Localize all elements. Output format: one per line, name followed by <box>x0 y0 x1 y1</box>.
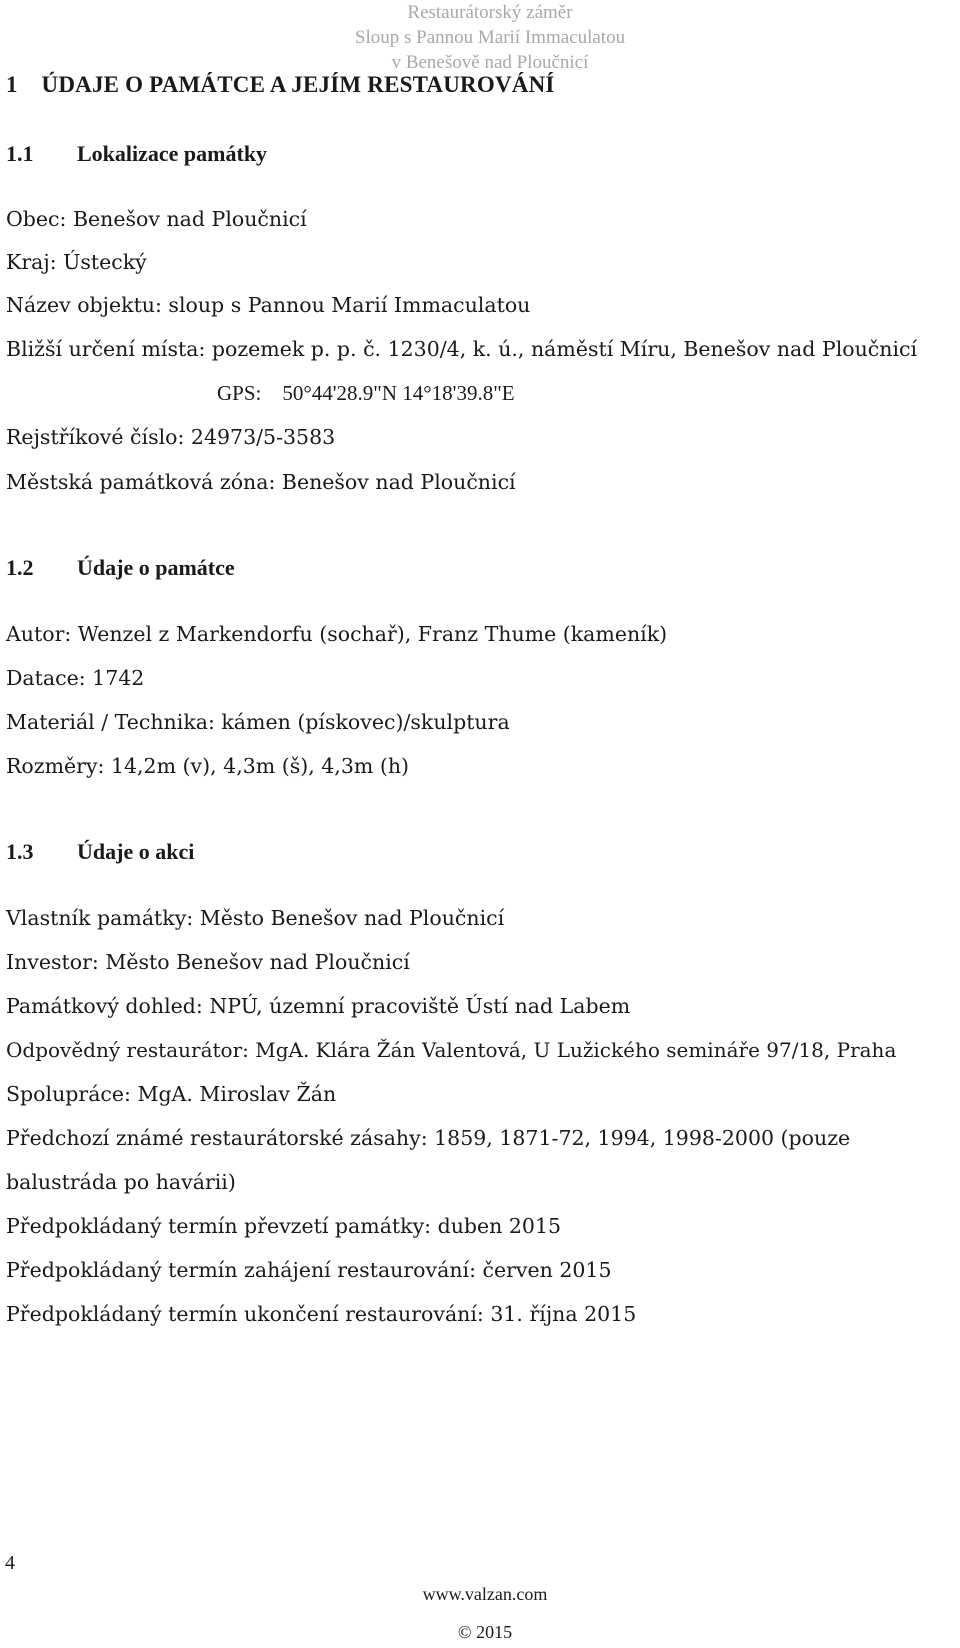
header-location: v Benešově nad Ploučnicí <box>391 52 589 73</box>
running-header <box>0 0 960 75</box>
field-supervision: Památkový dohled: NPÚ, územní pracoviště Ústí nad Labem <box>6 994 631 1018</box>
section-number: 1 <box>6 72 18 97</box>
page-number: 4 <box>5 1552 15 1574</box>
field-region: Kraj: Ústecký <box>6 250 147 274</box>
field-dating: Datace: 1742 <box>6 666 145 690</box>
field-owner: Vlastník památky: Město Benešov nad Ploučnicí <box>6 906 505 930</box>
header-document-type: Restaurátorský záměr <box>407 2 573 23</box>
subsection-title: Údaje o památce <box>77 555 235 580</box>
field-municipality: Obec: Benešov nad Ploučnicí <box>6 207 307 231</box>
field-start-date: Předpokládaný termín zahájení restaurování: červen 2015 <box>6 1258 612 1282</box>
field-registry-number: Rejstříkové číslo: 24973/5-3583 <box>6 425 336 449</box>
gps-value: 50°44'28.9"N 14°18'39.8"E <box>282 381 515 405</box>
header-monument-name: Sloup s Pannou Marií Immaculatou <box>354 27 626 48</box>
subsection-number: 1.1 <box>6 141 34 166</box>
field-end-date: Předpokládaný termín ukončení restaurování: 31. října 2015 <box>6 1302 637 1326</box>
field-material: Materiál / Technika: kámen (pískovec)/skulptura <box>6 710 510 734</box>
subsection-heading-action <box>6 839 194 865</box>
subsection-title: Údaje o akci <box>77 839 195 864</box>
field-cooperation: Spolupráce: MgA. Miroslav Žán <box>6 1082 337 1106</box>
field-investor: Investor: Město Benešov nad Ploučnicí <box>6 950 410 974</box>
field-previous-interventions-cont: balustráda po havárii) <box>6 1170 236 1194</box>
subsection-heading-localization <box>6 141 267 167</box>
field-author: Autor: Wenzel z Markendorfu (sochař), Franz Thume (kameník) <box>6 622 668 646</box>
field-restorer: Odpovědný restaurátor: MgA. Klára Žán Valentová, U Lužického semináře 97/18, Praha <box>6 1038 897 1062</box>
subsection-title: Lokalizace památky <box>77 141 268 166</box>
field-takeover-date: Předpokládaný termín převzetí památky: duben 2015 <box>6 1214 562 1238</box>
field-previous-interventions: Předchozí známé restaurátorské zásahy: 1859, 1871-72, 1994, 1998-2000 (pouze <box>6 1126 851 1150</box>
subsection-number: 1.3 <box>6 839 34 864</box>
field-heritage-zone: Městská památková zóna: Benešov nad Ploučnicí <box>6 470 516 494</box>
section-heading <box>6 72 555 98</box>
footer-website[interactable]: www.valzan.com <box>422 1584 548 1604</box>
gps-label: GPS: <box>217 381 262 405</box>
field-location-detail: Bližší určení místa: pozemek p. p. č. 1230/4, k. ú., náměstí Míru, Benešov nad Ploučnicí <box>6 337 918 361</box>
footer-copyright: © 2015 <box>457 1622 513 1642</box>
field-object-name: Název objektu: sloup s Pannou Marií Immaculatou <box>6 293 531 317</box>
field-dimensions: Rozměry: 14,2m (v), 4,3m (š), 4,3m (h) <box>6 754 410 778</box>
gps-coordinates <box>217 381 515 406</box>
subsection-number: 1.2 <box>6 555 34 580</box>
subsection-heading-monument <box>6 555 235 581</box>
section-title: ÚDAJE O PAMÁTCE A JEJÍM RESTAUROVÁNÍ <box>41 72 555 97</box>
